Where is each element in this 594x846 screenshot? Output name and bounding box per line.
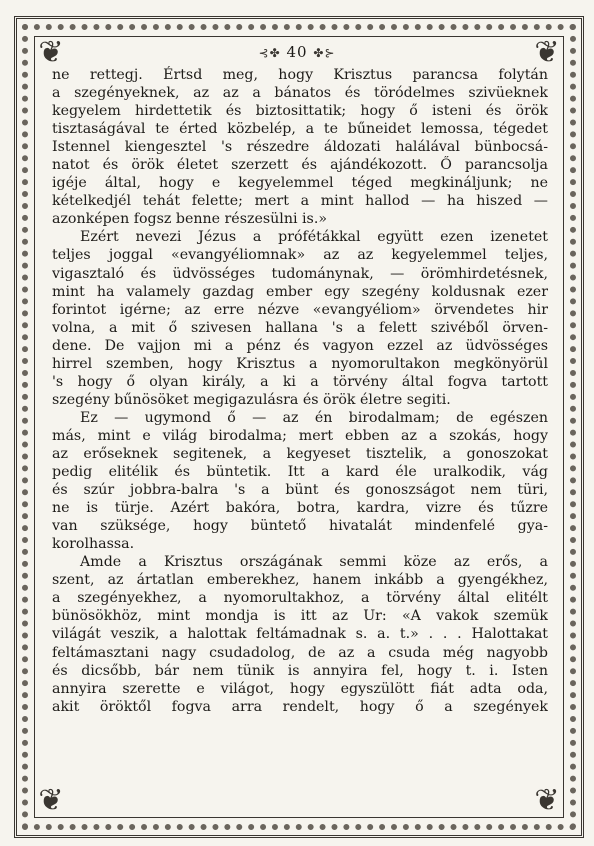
text-line: pedig elitélik és büntetik. Itt a kard éle uralkodik, vág [52, 464, 548, 481]
text-line: 's hogy ő olyan király, a ki a törvény által fogva tartott [52, 373, 548, 390]
text-line: teljes joggal «evangyéliomnak» az az kegyelemmel teljes, [52, 247, 548, 264]
text-line: Istennel kiengesztel 's részedre áldozati halálával bünbocsá- [52, 139, 548, 156]
text-line: Ezért nevezi Jézus a prófétákkal együtt ezen izenetet [80, 229, 548, 246]
text-line: szent, az ártatlan emberekhez, hanem inkább a gyengékhez, [52, 572, 548, 589]
text-line: az erőseknek segitenek, a kegyeset tisztelik, a gonoszokat [52, 445, 548, 462]
text-line: kételkedjél tehát felette; mert a mint hallod — ha hiszed — [52, 193, 548, 210]
text-line: a szegényekhez, a nyomorultakhoz, a törvény által elitélt [52, 590, 548, 607]
corner-ornament-icon: ❦ [38, 35, 64, 70]
text-line: és szúr jobbra-balra 's a bünt és gonoszságot nem türi, [52, 482, 548, 499]
page-header [0, 43, 594, 61]
text-line: ne is türje. Azért bakóra, botra, kardra, vizre és tűzre [52, 500, 548, 517]
text-line: Ez — ugymond ő — az én birodalmam; de egészen [80, 409, 548, 426]
text-line: Amde a Krisztus országának semmi köze az erős, a [80, 554, 548, 571]
text-line: natot és örök életet szerzett és ajándékozott. Ő parancsolja [52, 157, 548, 174]
text-line: dene. De vajjon mi a pénz és vagyon ezzel az üdvösséges [52, 337, 548, 354]
text-line: igéje által, hogy e kegyelemmel téged megkináljunk; ne [52, 175, 548, 192]
text-line: korolhassa. [52, 536, 135, 553]
text-line: tisztaságával te érted közbelép, a te bűneidet lemossa, tégedet [52, 121, 548, 138]
text-line: akit öröktől fogva arra rendelt, hogy ő a szegények [52, 698, 548, 715]
text-line: vigasztaló és üdvösséges tudománynak, — örömhirdetésnek, [52, 265, 548, 282]
text-line: szegény bűnösöket megigazulásra és örök életre segiti. [52, 391, 451, 408]
text-line: mint ha valamely gazdag ember egy szegény koldusnak ezer [52, 283, 548, 300]
corner-ornament-icon: ❦ [534, 35, 560, 70]
text-line: a szegényeknek, az az a bánatos és töródelmes szivüeknek [52, 85, 548, 102]
text-line: forintot igérne; az erre nézve «evangyéliom» örvendetes hir [52, 301, 548, 318]
text-line: van szüksége, hogy büntető hivatalát mindenfelé gya- [52, 518, 548, 535]
text-line: volna, a mit ő szivesen hallana 's a felett szivéből örven- [52, 319, 548, 336]
text-line: azonképen fogsz benne részesülni is.» [52, 211, 328, 228]
corner-ornament-icon: ❦ [534, 783, 560, 818]
body-text [52, 66, 548, 716]
corner-ornament-icon: ❦ [38, 783, 64, 818]
text-line: világát veszik, a halottak feltámadnak s. a. t.» . . . Halottakat [52, 626, 548, 643]
header-ornament-right-icon: ✤⊱ [313, 46, 336, 60]
text-line: kegyelem hirdettetik és biztosittatik; hogy ő isteni és örök [52, 103, 548, 120]
text-line: és dicsőbb, bár nem tünik is annyira fel, hogy t. i. Isten [52, 662, 548, 679]
text-line: ne rettegj. Értsd meg, hogy Krisztus parancsa folytán [52, 67, 548, 83]
text-line: annyira szerette e világot, hogy egyszülött fiát adta oda, [52, 680, 548, 697]
text-line: feltámasztani nagy csudadolog, de az a csuda még nagyobb [52, 644, 548, 661]
page-number: 40 [286, 43, 308, 61]
text-line: más, mint e világ birodalma; mert ebben az a szokás, hogy [52, 427, 548, 444]
header-ornament-left-icon: ⊰✤ [258, 46, 281, 60]
text-line: bünösökhöz, mint mondja is itt az Ur: «A vakok szemük [52, 608, 548, 625]
text-line: hirrel szemben, hogy Krisztus a nyomorultakon megkönyörül [52, 355, 548, 372]
